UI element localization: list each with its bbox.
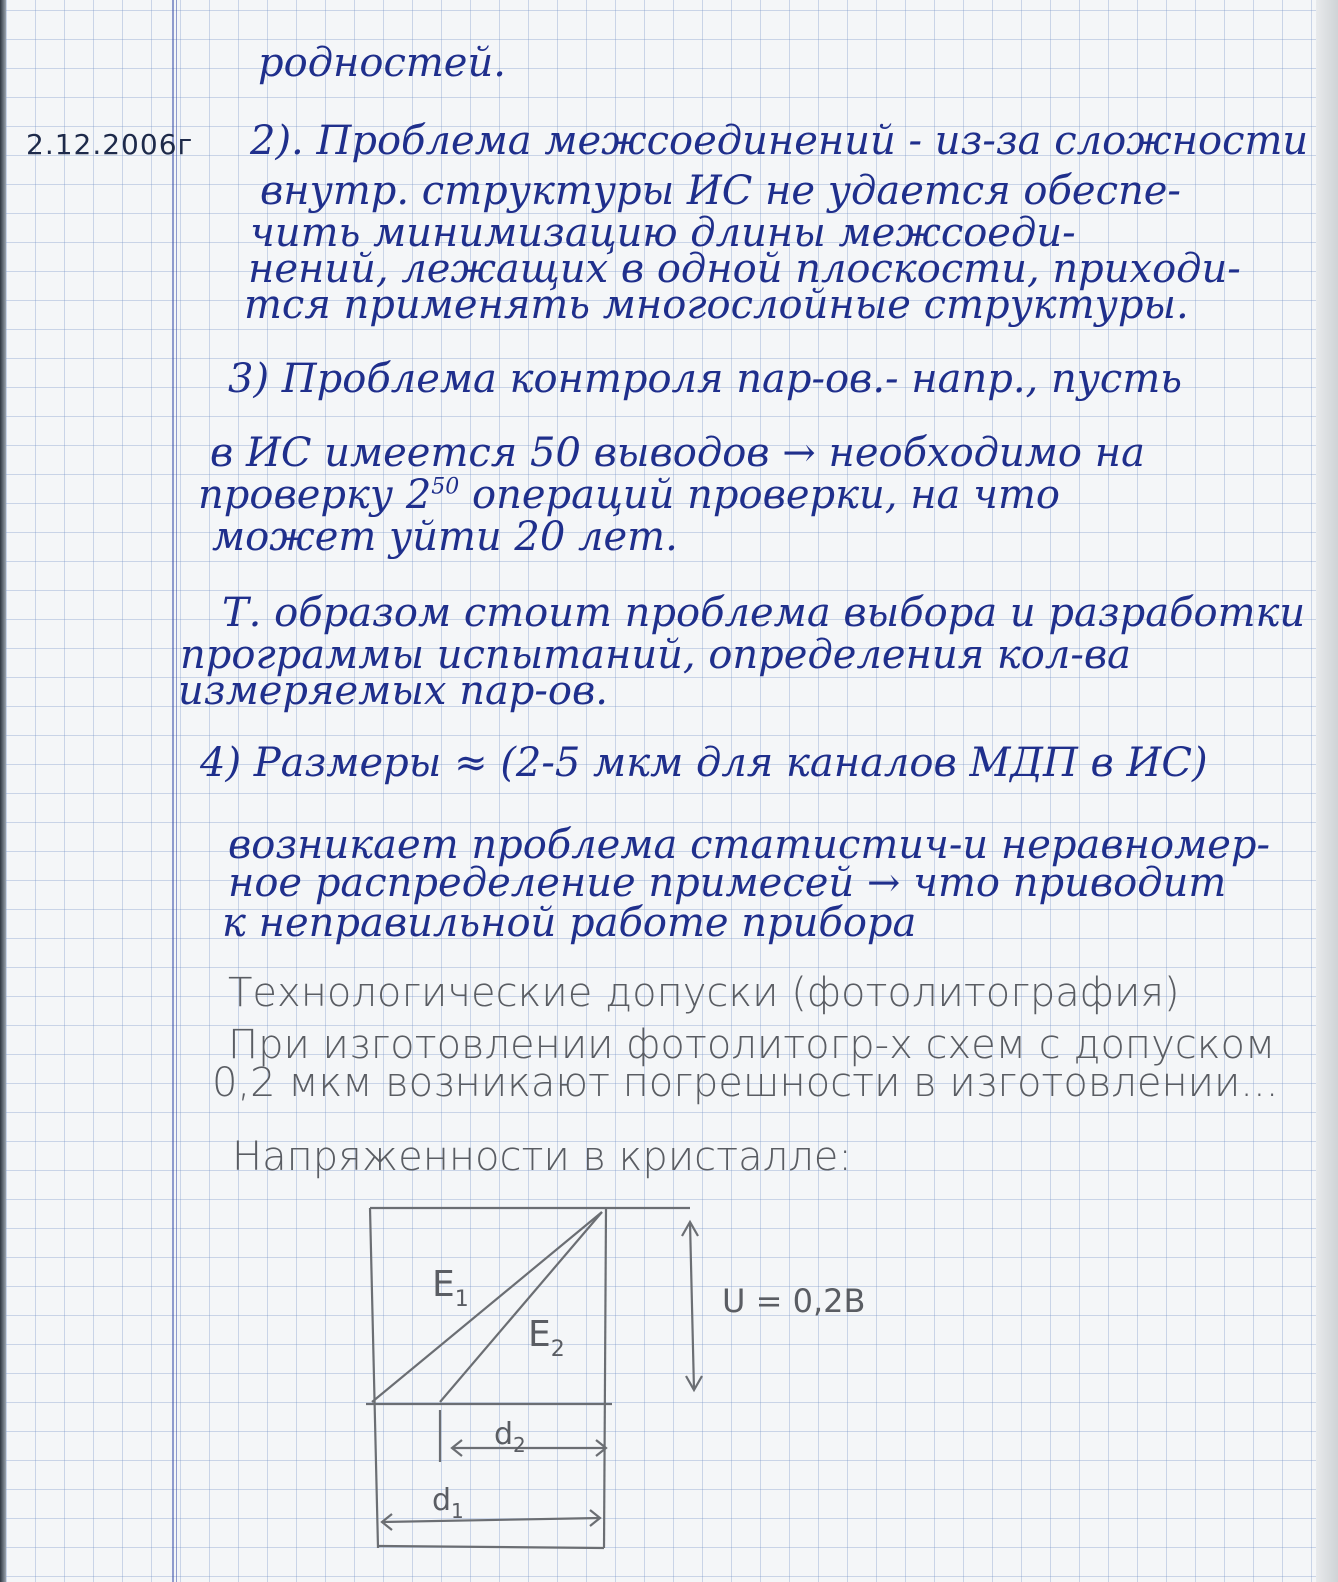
text-line-1: родностей. xyxy=(258,40,506,86)
text-line-10: может уйти 20 лет. xyxy=(212,514,678,560)
text-line-6: тся применять многослойные структуры. xyxy=(244,282,1189,328)
text-line-12: программы испытаний, определения кол-ва xyxy=(180,632,1131,678)
text-line-4: чить минимизацию длины межсоеди- xyxy=(250,210,1076,256)
text-line-16: ное распределение примесей → что приводит xyxy=(228,860,1227,906)
diagram-right-edge xyxy=(604,1208,606,1548)
pencil-line-2: При изготовлении фотолитогр-х схем с допуском xyxy=(228,1022,1276,1068)
text-line-13: измеряемых пар-ов. xyxy=(178,668,608,714)
text-line-17: к неправильной работе прибора xyxy=(222,900,917,946)
label-e2: $E_2$ xyxy=(528,1314,565,1362)
label-d2: $d_2$ xyxy=(494,1417,526,1457)
diagram-bottom-edge xyxy=(378,1546,604,1548)
date-note: 2.12.2006г xyxy=(26,128,194,161)
pencil-line-1: Технологические допуски (фотолитография) xyxy=(228,970,1180,1016)
pencil-line-4: Напряженности в кристалле: xyxy=(232,1134,852,1180)
text-line-14: 4) Размеры ≈ (2-5 мкм для каналов МДП в ИС) xyxy=(200,740,1208,786)
text-line-7: 3) Проблема контроля пар-ов.- напр., пусть xyxy=(228,356,1183,402)
text-line-9b: операций проверки, на что xyxy=(472,472,1061,518)
diagram-left-edge xyxy=(370,1208,378,1548)
label-voltage: U = 0,2B xyxy=(722,1282,866,1320)
pencil-line-3: 0,2 мкм возникают погрешности в изготовлении... xyxy=(212,1060,1279,1106)
label-d1: $d_1$ xyxy=(432,1483,464,1523)
text-line-11: Т. образом стоит проблема выбора и разработки xyxy=(222,590,1306,636)
label-e1: $E_1$ xyxy=(432,1264,469,1312)
text-line-8: в ИС имеется 50 выводов → необходимо на xyxy=(210,430,1145,476)
d1-arrow xyxy=(382,1518,600,1522)
voltage-arrow xyxy=(690,1222,694,1390)
field-line-e1 xyxy=(372,1212,602,1402)
text-line-15: возникает проблема статистич-и неравномер- xyxy=(228,822,1271,868)
text-line-5: нений, лежащих в одной плоскости, приходи- xyxy=(248,246,1241,292)
power-expression: $2^{50}$ xyxy=(405,472,460,518)
text-line-9a: проверку xyxy=(198,472,394,518)
text-line-3: внутр. структуры ИС не удается обеспе- xyxy=(260,168,1181,214)
text-line-2: 2). Проблема межсоединений - из-за сложности xyxy=(250,118,1309,164)
